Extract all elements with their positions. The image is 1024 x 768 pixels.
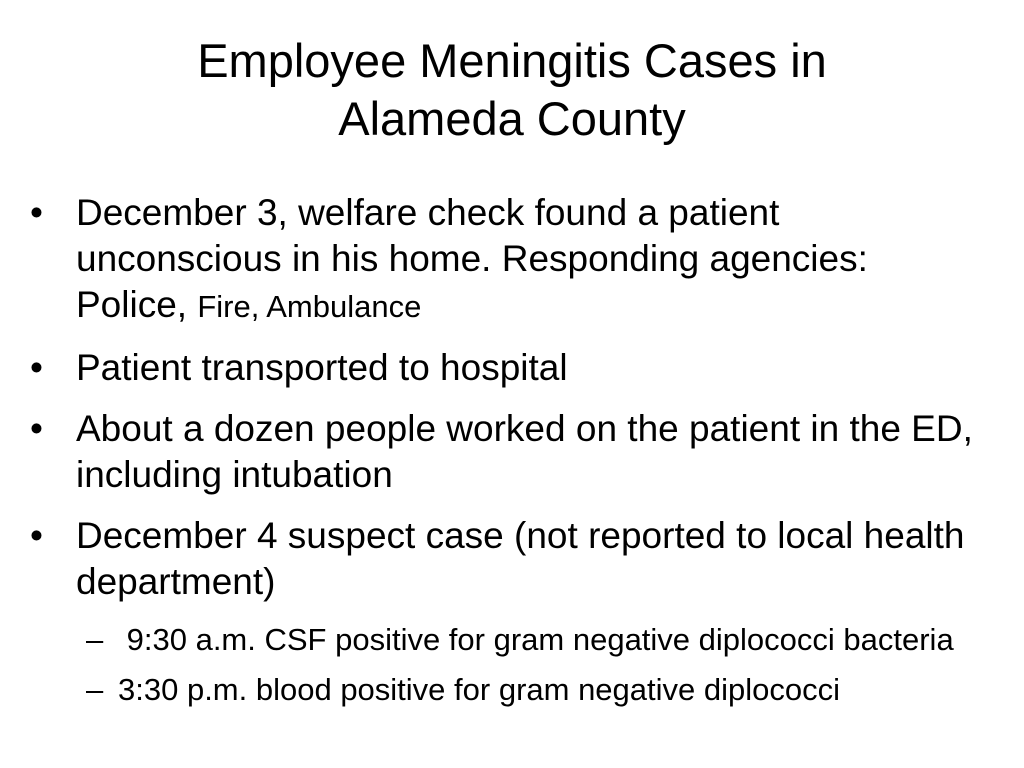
bullet-item <box>28 513 988 605</box>
bullet-item <box>28 345 988 391</box>
slide-title-line-2: Alameda County <box>338 92 686 145</box>
bullet-marker: • <box>30 408 43 449</box>
bullet-text: December 4 suspect case (not reported to local health department) <box>76 515 965 602</box>
bullet-list <box>28 190 988 720</box>
sub-bullet-text: 9:30 a.m. CSF positive for gram negative diplococci bacteria <box>118 622 954 657</box>
sub-bullet-item <box>28 670 988 710</box>
slide-title-line-1: Employee Meningitis Cases in <box>197 34 827 87</box>
bullet-item <box>28 190 988 330</box>
sub-bullet-text: 3:30 p.m. blood positive for gram negative diplococci <box>118 672 841 707</box>
sub-bullet-marker: – <box>86 672 104 707</box>
slide-title <box>0 32 1024 148</box>
bullet-text: December 3, welfare check found a patient unconscious in his home. Responding agencies: Police, <box>76 192 868 325</box>
bullet-item <box>28 406 988 498</box>
sub-bullet-item <box>28 620 988 660</box>
bullet-text: Patient transported to hospital <box>76 347 568 388</box>
bullet-marker: • <box>30 192 43 233</box>
sub-bullet-marker: – <box>86 622 104 657</box>
bullet-text-small: Fire, Ambulance <box>197 289 422 324</box>
bullet-marker: • <box>30 347 43 388</box>
bullet-marker: • <box>30 515 43 556</box>
bullet-text: About a dozen people worked on the patient in the ED, including intubation <box>76 408 973 495</box>
